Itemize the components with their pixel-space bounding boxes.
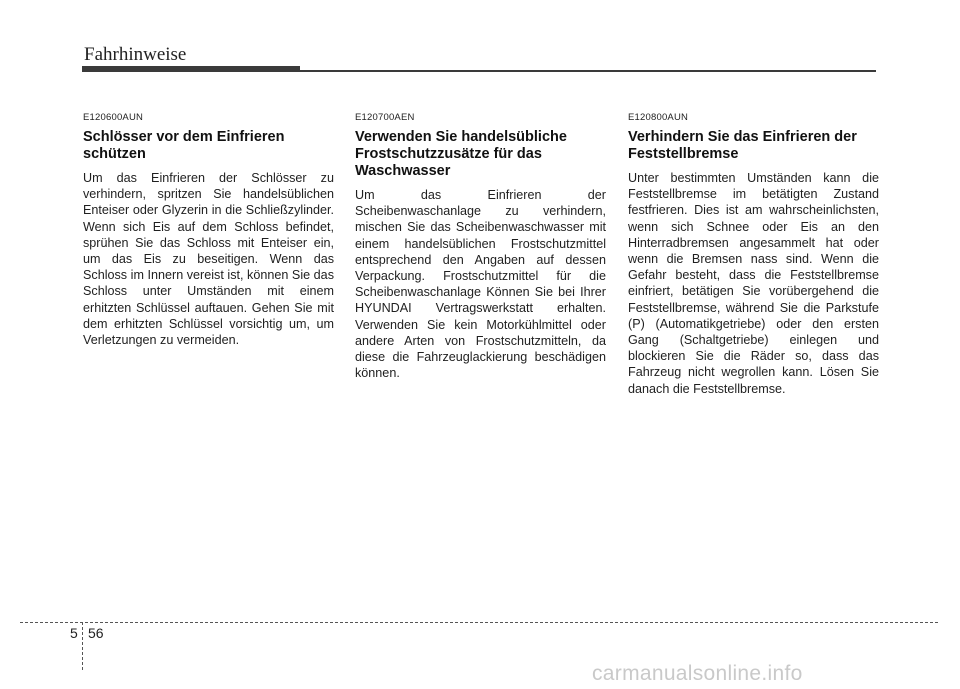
section-heading: Verhindern Sie das Einfrieren der Feststellbremse	[628, 129, 857, 162]
section-lock-freeze	[83, 112, 334, 348]
page-number: 56	[88, 625, 104, 641]
section-body: Um das Einfrieren der Schlösser zu verhindern, spritzen Sie handelsüblichen Enteiser oder Glyzerin in die Schließzylinder. Wenn sich Eis auf dem Schloss befindet, sprühen Sie das Schloss mit Enteiser ein, um das Eis zu beseitigen. Wenn das Schloss im Innern vereist ist, können Sie das Schloss unter Umständen mit einem erhitzten Schlüssel auftauen. Gehen Sie mit dem erhitzten Schlüssel vorsichtig um, um Verletzungen zu vermeiden.	[83, 171, 334, 348]
section-code: E120600AUN	[83, 112, 144, 123]
section-parking-brake-freeze	[628, 112, 879, 397]
footer-divider	[20, 622, 938, 623]
page-header-title: Fahrhinweise	[84, 44, 187, 65]
chapter-number: 5	[70, 625, 78, 641]
section-heading: Verwenden Sie handelsübliche Frostschutzzusätze für das Waschwasser	[355, 129, 567, 179]
footer-page-separator	[82, 622, 83, 670]
section-code: E120700AEN	[355, 112, 415, 123]
section-body: Unter bestimmten Umständen kann die Feststellbremse im betätigten Zustand festfrieren. Dies ist am wahrscheinlichsten, wenn sich Schnee oder Eis an den Hinterradbremsen angesammelt hat oder wenn die Bremsen nass sind. Wenn die Gefahr besteht, dass die Feststellbremse einfriert, betätigen Sie vorübergehend die Feststellbremse, während Sie die Parkstufe (P) (Automatikgetriebe) oder den ersten Gang (Schaltgetriebe) einlegen und blockieren Sie die Räder so, dass das Fahrzeug nicht wegrollen kann. Lösen Sie danach die Feststellbremse.	[628, 171, 879, 396]
section-heading: Schlösser vor dem Einfrieren schützen	[83, 129, 285, 162]
header-rule-thin	[300, 70, 876, 72]
section-code: E120800AUN	[628, 112, 689, 123]
header-rule-thick	[82, 66, 300, 72]
section-body: Um das Einfrieren der Scheibenwaschanlage zu verhindern, mischen Sie das Scheibenwaschwasser mit einem handelsüblichen Frostschutzmittel entsprechend den Angaben auf dessen Verpackung. Frostschutzmittel für die Scheibenwaschanlage Können Sie bei Ihrer HYUNDAI Vertragswerkstatt erhalten. Verwenden Sie kein Motorkühlmittel oder andere Arten von Frostschutzmitteln, da diese die Fahrzeuglackierung beschädigen können.	[355, 188, 606, 381]
section-washer-antifreeze	[355, 112, 606, 381]
watermark-text: carmanualsonline.info	[592, 662, 803, 685]
